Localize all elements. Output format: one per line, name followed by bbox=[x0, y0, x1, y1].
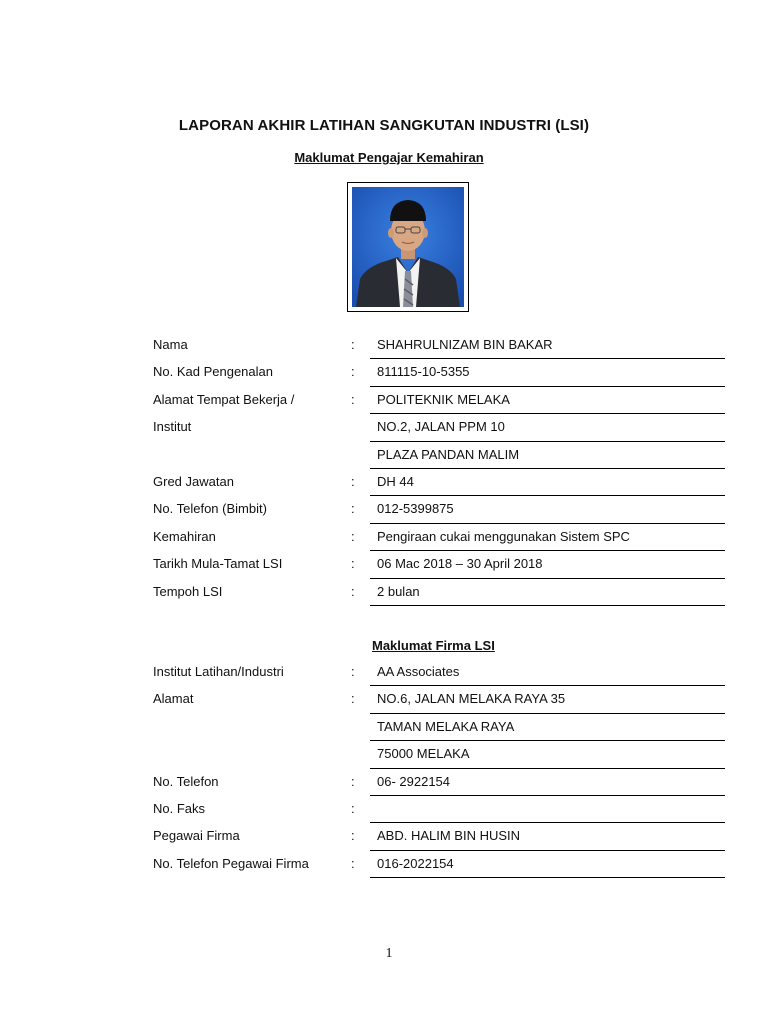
field-colon: : bbox=[351, 474, 355, 489]
instructor-photo bbox=[352, 187, 464, 307]
field-underline bbox=[370, 768, 725, 769]
field-underline bbox=[370, 550, 725, 551]
field-underline bbox=[370, 413, 725, 414]
instructor-row bbox=[0, 447, 768, 471]
field-label: No. Kad Pengenalan bbox=[153, 364, 273, 380]
field-value: Pengiraan cukai menggunakan Sistem SPC bbox=[377, 528, 630, 544]
field-underline bbox=[370, 713, 725, 714]
field-label: Alamat Tempat Bekerja / bbox=[153, 391, 295, 407]
field-label: No. Telefon bbox=[153, 773, 219, 789]
instructor-row bbox=[0, 529, 768, 553]
field-underline bbox=[370, 605, 725, 606]
firm-row bbox=[0, 856, 768, 880]
field-colon: : bbox=[351, 855, 355, 871]
field-label: Alamat bbox=[153, 691, 194, 707]
field-colon: : bbox=[351, 501, 355, 517]
field-value: POLITEKNIK MELAKA bbox=[377, 391, 510, 407]
field-colon: : bbox=[351, 391, 355, 407]
field-label: No. Telefon (Bimbit) bbox=[153, 501, 267, 517]
field-value: DH 44 bbox=[377, 474, 414, 489]
field-underline bbox=[370, 795, 725, 796]
report-title: LAPORAN AKHIR LATIHAN SANGKUTAN INDUSTRI (LSI) bbox=[178, 117, 590, 134]
field-underline bbox=[370, 468, 725, 469]
field-label: Kemahiran bbox=[153, 528, 216, 544]
field-colon: : bbox=[351, 337, 355, 352]
field-label: Pegawai Firma bbox=[153, 828, 240, 844]
section-title-firm: Maklumat Firma LSI bbox=[372, 638, 495, 653]
field-label: Nama bbox=[153, 337, 188, 352]
instructor-row bbox=[0, 584, 768, 608]
field-value: 016-2022154 bbox=[377, 855, 454, 871]
instructor-row bbox=[0, 392, 768, 416]
field-colon: : bbox=[351, 528, 355, 544]
field-label: Institut bbox=[153, 419, 192, 435]
field-underline bbox=[370, 685, 725, 686]
field-underline bbox=[370, 358, 725, 359]
field-underline bbox=[370, 386, 725, 387]
field-underline bbox=[370, 441, 725, 442]
field-value: ABD. HALIM BIN HUSIN bbox=[377, 828, 521, 844]
field-colon: : bbox=[351, 583, 355, 599]
firm-row bbox=[0, 828, 768, 852]
field-colon: : bbox=[351, 773, 355, 789]
firm-row bbox=[0, 774, 768, 798]
field-value: 06 Mac 2018 – 30 April 2018 bbox=[377, 556, 543, 572]
field-colon: : bbox=[351, 801, 355, 816]
firm-row bbox=[0, 664, 768, 688]
instructor-row bbox=[0, 337, 768, 361]
field-value: 06- 2922154 bbox=[377, 773, 451, 789]
field-value: 2 bulan bbox=[377, 583, 420, 599]
instructor-row bbox=[0, 474, 768, 498]
field-value: 811115-10-5355 bbox=[377, 364, 470, 380]
field-label: Institut Latihan/Industri bbox=[153, 664, 284, 679]
field-label: Tarikh Mula-Tamat LSI bbox=[153, 556, 283, 572]
field-label: No. Faks bbox=[153, 801, 206, 816]
field-colon: : bbox=[351, 556, 355, 572]
field-value: AA Associates bbox=[377, 664, 460, 679]
field-label: Tempoh LSI bbox=[153, 583, 223, 599]
firm-row bbox=[0, 691, 768, 715]
field-value: TAMAN MELAKA RAYA bbox=[377, 718, 515, 734]
field-value: 012-5399875 bbox=[377, 501, 454, 517]
photo-frame bbox=[347, 182, 469, 312]
instructor-row bbox=[0, 556, 768, 580]
field-value: 75000 MELAKA bbox=[377, 746, 470, 762]
field-underline bbox=[370, 523, 725, 524]
field-underline bbox=[370, 495, 725, 496]
field-colon: : bbox=[351, 691, 355, 707]
instructor-row bbox=[0, 501, 768, 525]
field-label: Gred Jawatan bbox=[153, 474, 234, 489]
page-number: 1 bbox=[385, 946, 393, 961]
field-value: PLAZA PANDAN MALIM bbox=[377, 446, 520, 462]
field-value: SHAHRULNIZAM BIN BAKAR bbox=[377, 337, 553, 352]
field-colon: : bbox=[351, 364, 355, 380]
field-colon: : bbox=[351, 828, 355, 844]
field-underline bbox=[370, 578, 725, 579]
firm-row bbox=[0, 746, 768, 770]
field-underline bbox=[370, 850, 725, 851]
firm-row bbox=[0, 719, 768, 743]
field-underline bbox=[370, 877, 725, 878]
field-underline bbox=[370, 822, 725, 823]
field-value: NO.2, JALAN PPM 10 bbox=[377, 419, 505, 435]
firm-row bbox=[0, 801, 768, 825]
section-title-instructor: Maklumat Pengajar Kemahiran bbox=[294, 150, 484, 165]
instructor-row bbox=[0, 419, 768, 443]
field-underline bbox=[370, 740, 725, 741]
field-label: No. Telefon Pegawai Firma bbox=[153, 855, 309, 871]
field-value: NO.6, JALAN MELAKA RAYA 35 bbox=[377, 691, 566, 707]
instructor-row bbox=[0, 364, 768, 388]
field-colon: : bbox=[351, 664, 355, 679]
